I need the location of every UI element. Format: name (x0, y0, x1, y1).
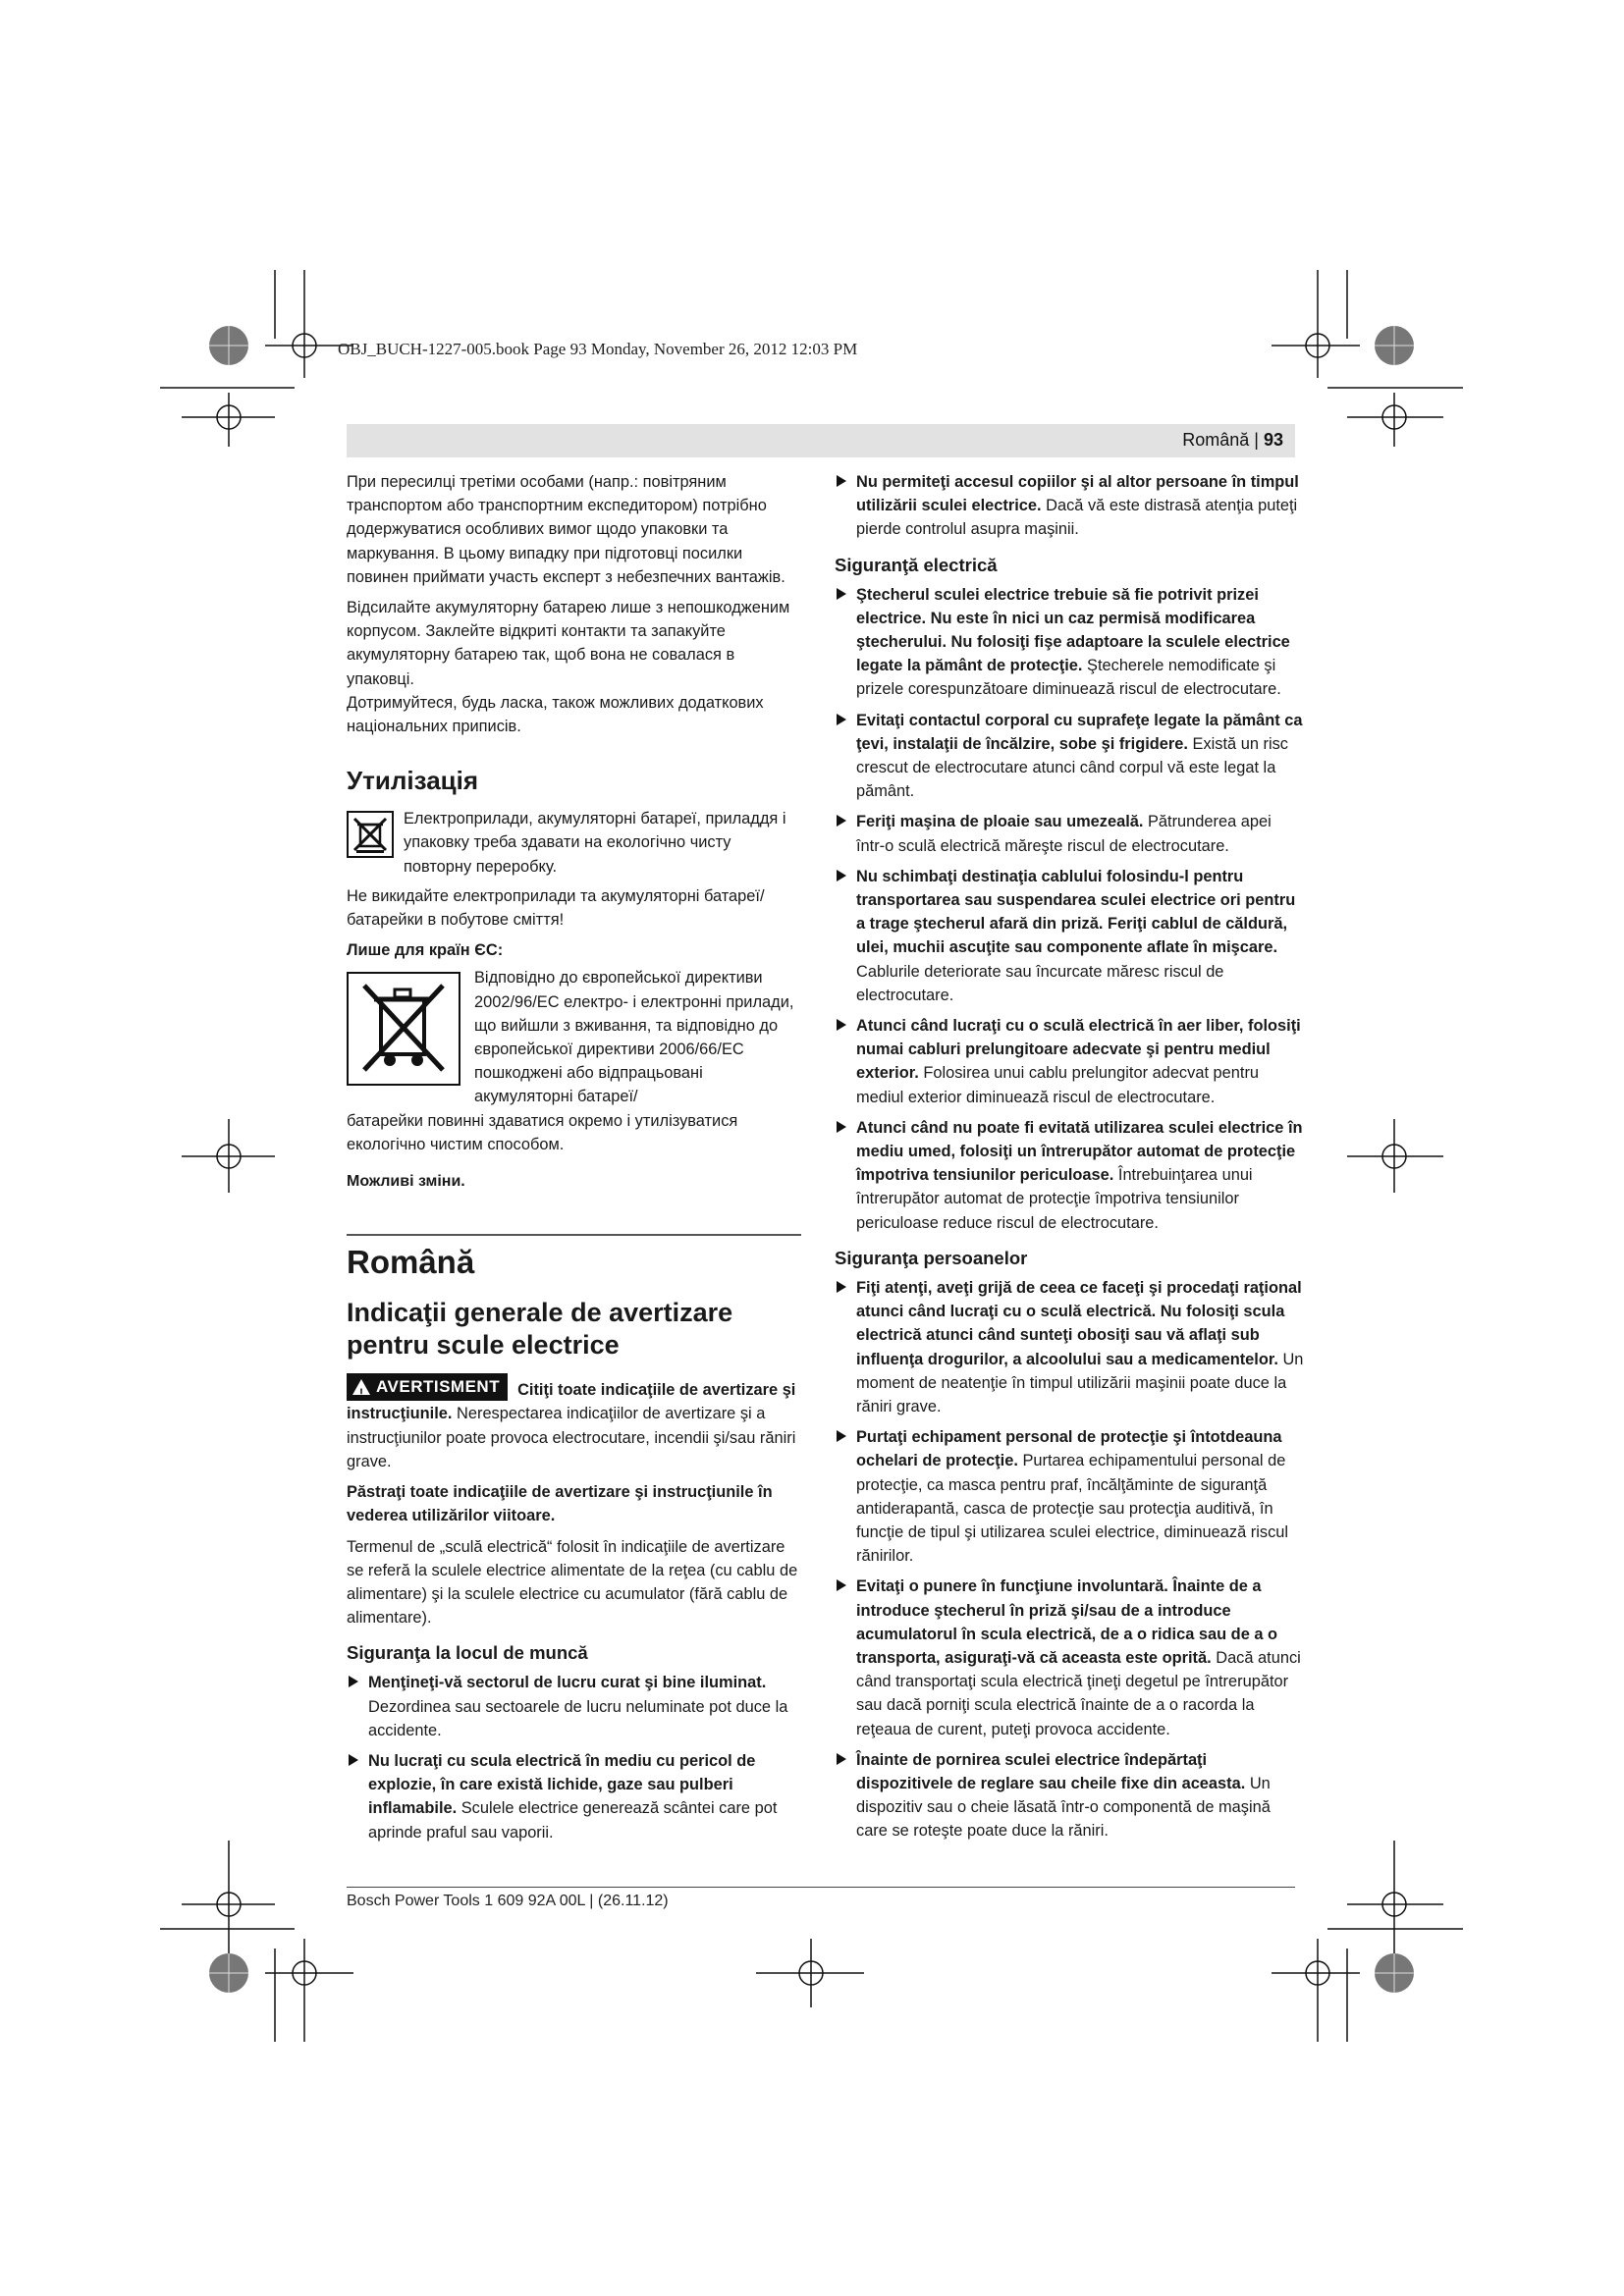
keep-instructions: Păstraţi toate indicaţiile de avertizare şi instrucţiunile în vederea utilizărilor viitoare. (347, 1483, 773, 1525)
paragraph: При пересилці третіми особами (напр.: повітряним транспортом або транспортним експедитором) потрібно додержуватися особливих вимог щодо упаковки та маркування. В цьому випадку при підготовці посилки повинен приймати участь експерт з небезпечних вантажів. (347, 473, 785, 586)
bullet-icon (837, 588, 846, 600)
list-item: Purtaţi echipament personal de protecţie şi întotdeauna ochelari de protecţie. Purtarea echipamentului personal de protecţie, ca masca pentru praf, încălţăminte de siguranţă antiderapantă, casca de protecţie sau protecţia auditivă, în funcţie de tipul şi utilizarea sculei electrice, diminuează riscul rănirilor. (835, 1425, 1304, 1568)
list-item: Atunci când lucraţi cu o sculă electrică în aer liber, folosiţi numai cabluri prelungitoare adecvate şi pentru mediul exterior. Folosirea unui cablu prelungitor adecvat pentru mediul exterior diminuează riscul de electrocutare. (835, 1014, 1304, 1109)
print-slug: OBJ_BUCH-1227-005.book Page 93 Monday, November 26, 2012 12:03 PM (338, 340, 858, 358)
bullet-icon (837, 1281, 846, 1293)
header-language: Română (1182, 430, 1250, 450)
bullet-icon (837, 714, 846, 725)
disposal-heading: Утилізація (347, 766, 479, 796)
crossed-bin-icon (347, 972, 460, 1086)
general-warnings-title: Indicaţii generale de avertizare pentru scule electrice (347, 1298, 733, 1361)
bullet-icon (349, 1676, 358, 1687)
list-item: Atunci când nu poate fi evitată utilizarea sculei electrice în mediu umed, folosiţi un întrerupător automat de protecţie împotriva tensiunilor periculoase. Întrebuinţarea unui întrerupător automat de protecţie împotriva tensiunilor periculoase reduce riscul de electrocutare. (835, 1116, 1304, 1235)
bullet-icon (837, 1753, 846, 1765)
list-item: Nu permiteţi accesul copiilor şi al altor persoane în timpul utilizării sculei electrice. Dacă vă este distrasă atenţia puteţi pierde controlul asupra maşinii. (835, 470, 1304, 542)
eu-directive-text: Відповідно до європейської директиви 2002/96/EC електро- і електронні прилади, що вийшли з вживання, та відповідно до європейської директиви 2006/66/EC пошкоджені або відпрацьовані акумуляторні батареї/ (474, 969, 794, 1106)
disposal-text: Електроприлади, акумуляторні батареї, приладдя і упаковку треба здавати на екологічно чисту повторну переробку. (404, 810, 786, 876)
bullet-icon (349, 1754, 358, 1766)
bullet-icon (837, 815, 846, 827)
list-item: Fiţi atenţi, aveţi grijă de ceea ce faceţi şi procedaţi raţional atunci când lucraţi cu o sculă electrică. Nu folosiţi scula electrică atunci când sunteţi obosiţi sau vă aflaţi sub influenţa drogurilor, a alcoolului sau a medicamentelor. Un moment de neatenţie în timpul utilizării maşinii poate duce la răniri grave. (835, 1276, 1304, 1418)
bullet-icon (837, 475, 846, 487)
list-item: Înainte de pornirea sculei electrice îndepărtaţi dispozitivele de reglare sau cheile fixe din aceasta. Un dispozitiv sau o cheie lăsată într-o componentă de maşină care se roteşte poate duce la răniri. (835, 1748, 1304, 1843)
bullet-icon (837, 1121, 846, 1133)
list-item: Feriţi maşina de ploaie sau umezeală. Pătrunderea apei într-o sculă electrică măreşte riscul de electrocutare. (835, 810, 1304, 857)
list-item: Ştecherul sculei electrice trebuie să fie potrivit prizei electrice. Nu este în nici un caz permisă modificarea ştecherului. Nu folosiţi fişe adaptoare la sculele electrice legate la pământ de protecţie. Ştecherele nemodificate şi prizele corespunzătoare diminuează riscul de electrocutare. (835, 583, 1304, 702)
header-separator: | (1254, 430, 1259, 450)
right-column (835, 470, 1304, 1850)
list-item: Evitaţi o punere în funcţiune involuntară. Înainte de a introduce ştecherul în priză şi/sau de a introduce acumulatorul în scula electrică, de a o ridica sau de a o transporta, asiguraţi-vă că aceasta este oprită. Dacă atunci când transportaţi scula electrică ţineţi degetul pe întrerupător sau dacă porniţi scula electrică înainte de a o racorda la reţeaua de curent, puteţi provoca accidente. (835, 1575, 1304, 1740)
list-item: Nu schimbaţi destinaţia cablului folosindu-l pentru transportarea sau suspendarea sculei electrice ori pentru a trage ştecherul afară din priză. Feriţi cablul de căldură, ulei, muchii ascuţite sau componente aflate în mişcare. Cablurile deteriorate sau încurcate măresc riscul de electrocutare. (835, 865, 1304, 1007)
paragraph: Termenul de „sculă electrică“ folosit în indicaţiile de avertizare se referă la sculele electrice alimentate de la reţea (cu cablu de alimentare) şi la sculele electrice cu acumulator (fără cablu de alimentare). (347, 1537, 798, 1628)
bullet-icon (837, 1430, 846, 1442)
page-number: 93 (1263, 430, 1283, 450)
bullet-icon (837, 1019, 846, 1031)
warning-badge: ! AVERTISMENT (347, 1373, 508, 1401)
personal-safety-heading: Siguranţa persoanelor (835, 1247, 1028, 1268)
warning-icon: ! (352, 1379, 370, 1395)
list-item: Menţineţi-vă sectorul de lucru curat şi bine iluminat. Dezordinea sau sectoarele de lucru neluminate pot duce la accidente. (347, 1671, 801, 1742)
warning-paragraph: ! AVERTISMENT Citiţi toate indicaţiile de avertizare şi instrucţiunile. Nerespectarea indicaţiilor de avertizare şi a instrucţiunilor poate provoca electrocutare, incendii şi/sau răniri grave. (347, 1373, 801, 1473)
eu-directive-text-continued: батарейки повинні здаватися окремо і утилізуватися екологічно чистим способом. (347, 1111, 738, 1153)
paragraph: Дотримуйтеся, будь ласка, також можливих додаткових національних приписів. (347, 693, 764, 736)
paragraph: Відсилайте акумуляторну батарею лише з непошкодженим корпусом. Заклейте відкриті контакти та запакуйте акумуляторну батарею так, щоб вона не совалася в упаковці. (347, 599, 790, 688)
recycle-icon (347, 811, 394, 858)
page-footer: Bosch Power Tools 1 609 92A 00L | (26.11.12) (347, 1893, 669, 1909)
bullet-icon (837, 870, 846, 881)
left-column (347, 470, 801, 1851)
paragraph: Не викидайте електроприлади та акумуляторні батареї/батарейки в побутове сміття! (347, 886, 765, 930)
footer-divider (347, 1887, 1295, 1888)
section-divider (347, 1234, 801, 1236)
list-item: Evitaţi contactul corporal cu suprafeţe legate la pământ ca ţevi, instalaţii de încălzire, sobe şi frigidere. Există un risc crescut de electrocutare atunci când corpul vă este legat la pământ. (835, 709, 1304, 804)
changes-note: Можливі зміни. (347, 1173, 465, 1191)
list-item: Nu lucraţi cu scula electrică în mediu cu pericol de explozie, în care există lichide, gaze sau pulberi inflamabile. Sculele electrice generează scântei care pot aprinde praful sau vaporii. (347, 1749, 801, 1844)
electrical-safety-heading: Siguranţă electrică (835, 554, 998, 575)
workplace-safety-heading: Siguranţa la locul de muncă (347, 1642, 588, 1664)
disposal-icon-row (347, 807, 801, 879)
bullet-icon (837, 1579, 846, 1591)
eu-only-label: Лише для країн ЄС: (347, 941, 504, 960)
language-title: Română (347, 1244, 475, 1281)
eu-directive-row (347, 966, 801, 1108)
running-header (347, 424, 1295, 457)
